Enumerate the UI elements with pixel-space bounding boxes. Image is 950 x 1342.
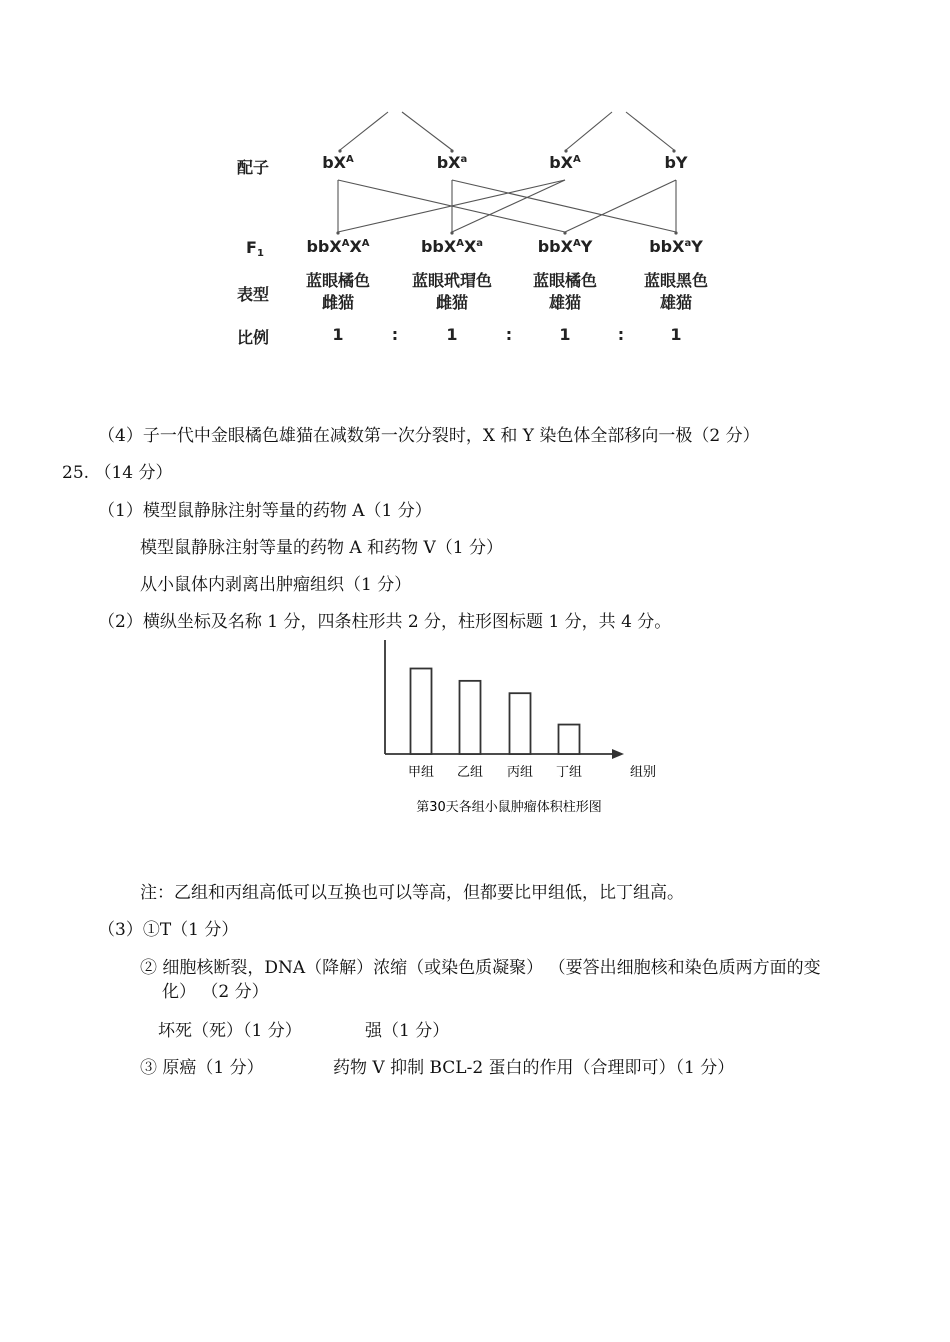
ratio-row-label: 比例 <box>237 328 270 347</box>
bar-1 <box>411 669 432 755</box>
answer-25-2: （2）横纵坐标及名称 1 分，四条柱形共 2 分，柱形图标题 1 分，共 4 分。 <box>98 612 672 632</box>
answer-25-1-line2: 模型鼠静脉注射等量的药物 A 和药物 V（1 分） <box>140 538 503 558</box>
gamete-row-label: 配子 <box>237 158 270 177</box>
bar-2 <box>460 681 481 754</box>
gamete-2: $bX^a$ <box>436 153 468 172</box>
gamete-1: $bX^A$ <box>322 153 354 172</box>
phenotype-1: 蓝眼橘色 雌猫 <box>305 271 370 312</box>
phenotype-4: 蓝眼黑色 雄猫 <box>643 271 708 312</box>
phenotype-row-label: 表型 <box>237 285 270 304</box>
ratio-4: 1 <box>670 325 682 344</box>
answer-25-3-proto: ③ 原癌（1 分） <box>140 1058 264 1078</box>
f1-genotype-1: $bbX^AX^A$ <box>306 237 370 256</box>
answer-25-3-strong: 强（1 分） <box>365 1021 450 1041</box>
ratio-2: 1 <box>446 325 458 344</box>
ratio-3: 1 <box>559 325 571 344</box>
phenotype-3: 蓝眼橘色 雄猫 <box>532 271 597 312</box>
x-tick-label: 甲组 <box>407 765 435 780</box>
bar-4 <box>559 725 580 754</box>
ratio-separator: : <box>505 325 513 344</box>
answer-25-3-line1: （3）①T（1 分） <box>98 920 239 940</box>
answer-25-3-line2b: 化） （2 分） <box>162 982 269 1002</box>
bar-3 <box>510 693 531 754</box>
phenotype-2: 蓝眼玳瑁色 雌猫 <box>411 271 492 312</box>
f1-genotype-4: bbX$^a$Y <box>649 237 703 256</box>
gamete-3: $bX^A$ <box>549 153 581 172</box>
ratio-1: 1 <box>332 325 344 344</box>
answer-25-1-line1: （1）模型鼠静脉注射等量的药物 A（1 分） <box>98 501 432 521</box>
f1-genotype-2: $bbX^AX^a$ <box>420 237 484 256</box>
question-25-heading: 25. （14 分） <box>62 463 173 483</box>
answer-25-3-line2a: ② 细胞核断裂，DNA（降解）浓缩（或染色质凝聚） （要答出细胞核和染色质两方面的变 <box>140 958 821 978</box>
ratio-separator: : <box>617 325 625 344</box>
f1-row-label: $F_1$ <box>246 238 264 259</box>
x-axis-arrow <box>612 749 624 759</box>
answer-q4: （4）子一代中金眼橘色雄猫在减数第一次分裂时，X 和 Y 染色体全部移向一极（2 分） <box>98 426 760 446</box>
gamete-4: bY <box>664 153 688 172</box>
f1-genotype-3: bbX$^A$Y <box>537 237 593 256</box>
chart-title: 第30天各组小鼠肿瘤体积柱形图 <box>416 800 602 815</box>
ratio-separator: : <box>391 325 399 344</box>
x-tick-label: 丙组 <box>506 765 534 780</box>
note: 注：乙组和丙组高低可以互换也可以等高，但都要比甲组低，比丁组高。 <box>140 883 684 903</box>
x-axis-label: 组别 <box>629 765 657 780</box>
x-tick-label: 乙组 <box>456 765 484 780</box>
answer-25-3-drug-v: 药物 V 抑制 BCL-2 蛋白的作用（合理即可）（1 分） <box>333 1058 735 1078</box>
x-tick-label: 丁组 <box>555 765 583 780</box>
answer-25-1-line3: 从小鼠体内剥离出肿瘤组织（1 分） <box>140 575 412 595</box>
answer-25-3-necrosis: 坏死（死）（1 分） <box>158 1021 302 1041</box>
